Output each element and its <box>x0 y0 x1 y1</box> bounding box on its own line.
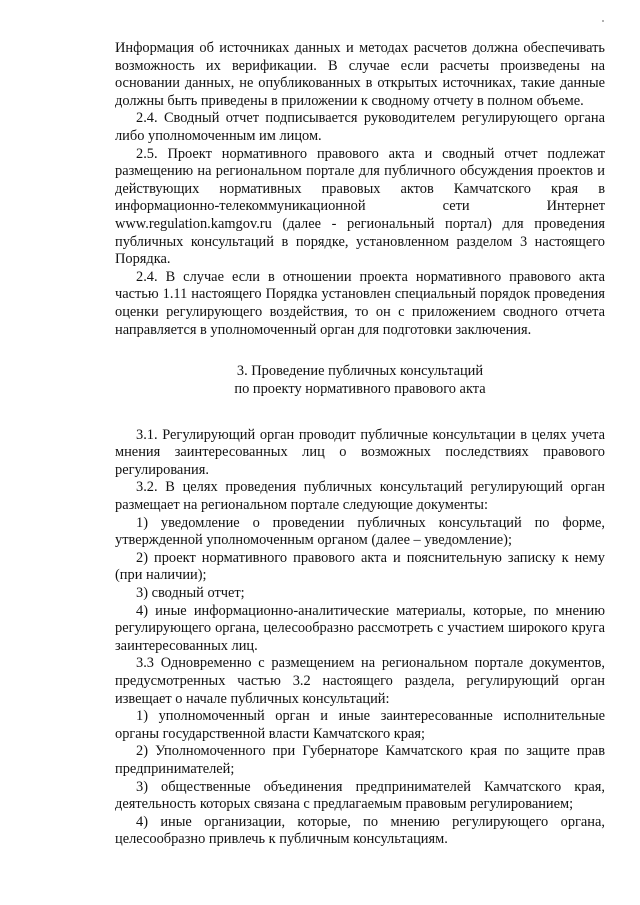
list-item-3-3-4: 4) иные организации, которые, по мнению регулирующего органа, целесообразно привлечь к публичным консультациям. <box>115 813 605 848</box>
list-item-3-3-3: 3) общественные объединения предпринимателей Камчатского края, деятельность которых связана с предлагаемым правовым регулированием; <box>115 778 605 813</box>
paragraph-3-2: 3.2. В целях проведения публичных консультаций регулирующий орган размещает на региональном портале следующие документы: <box>115 479 605 514</box>
section-heading <box>115 363 605 399</box>
paragraph-sources-verification: Информация об источниках данных и методах расчетов должна обеспечивать возможность их верификации. В случае если расчеты произведены на основании данных, не опубликованных в открытых источниках, такие данные должны быть приведены в приложении к сводному отчету в полном объеме. <box>115 40 605 109</box>
paragraph-2-4-special-procedure: 2.4. В случае если в отношении проекта нормативного правового акта частью 1.11 настоящего Порядка установлен специальный порядок проведения оценки регулирующего воздействия, то он с приложением сводного отчета направляется в уполномоченный орган для подготовки заключения. <box>115 268 605 338</box>
top-text-block <box>115 40 605 339</box>
scan-artifact-dot <box>602 20 604 22</box>
list-item-3-2-3: 3) сводный отчет; <box>136 585 245 602</box>
section-heading-line-1: 3. Проведение публичных консультаций <box>236 363 484 380</box>
paragraph-2-5-portal: 2.5. Проект нормативного правового акта и сводный отчет подлежат размещению на региональном портале для публичного обсуждения проектов и действующих нормативных правовых актов Камчатского края в информационно-телекоммуникационной сети Интернет www.regulation.kamgov.ru (далее - региональный портал) для проведения публичных консультаций в порядке, установленном разделом 3 настоящего Порядка. <box>115 145 605 268</box>
list-item-3-2-2: 2) проект нормативного правового акта и пояснительную записку к нему (при наличии); <box>115 549 605 584</box>
bottom-text-block <box>115 427 605 849</box>
paragraph-3-1: 3.1. Регулирующий орган проводит публичные консультации в целях учета мнения заинтересованных лиц о возможных последствиях правового регулирования. <box>115 426 605 478</box>
list-item-3-3-2: 2) Уполномоченного при Губернаторе Камчатского края по защите прав предпринимателей; <box>115 743 605 777</box>
paragraph-2-4-signing: 2.4. Сводный отчет подписывается руководителем регулирующего органа либо уполномоченным им лицом. <box>115 110 605 144</box>
list-item-3-2-4: 4) иные информационно-аналитические материалы, которые, по мнению регулирующего органа, целесообразно рассмотреть с участием широкого круга заинтересованных лиц. <box>115 602 605 654</box>
list-item-3-2-1: 1) уведомление о проведении публичных консультаций по форме, утвержденной уполномоченным органом (далее – уведомление); <box>115 514 605 549</box>
list-item-3-3-1: 1) уполномоченный орган и иные заинтересованные исполнительные органы государственной власти Камчатского края; <box>115 708 605 742</box>
document-page <box>115 40 605 849</box>
paragraph-3-3: 3.3 Одновременно с размещением на региональном портале документов, предусмотренных частью 3.2 настоящего раздела, регулирующий орган извещает о начале публичных консультаций: <box>115 655 605 707</box>
section-heading-line-2: по проекту нормативного правового акта <box>234 380 486 397</box>
